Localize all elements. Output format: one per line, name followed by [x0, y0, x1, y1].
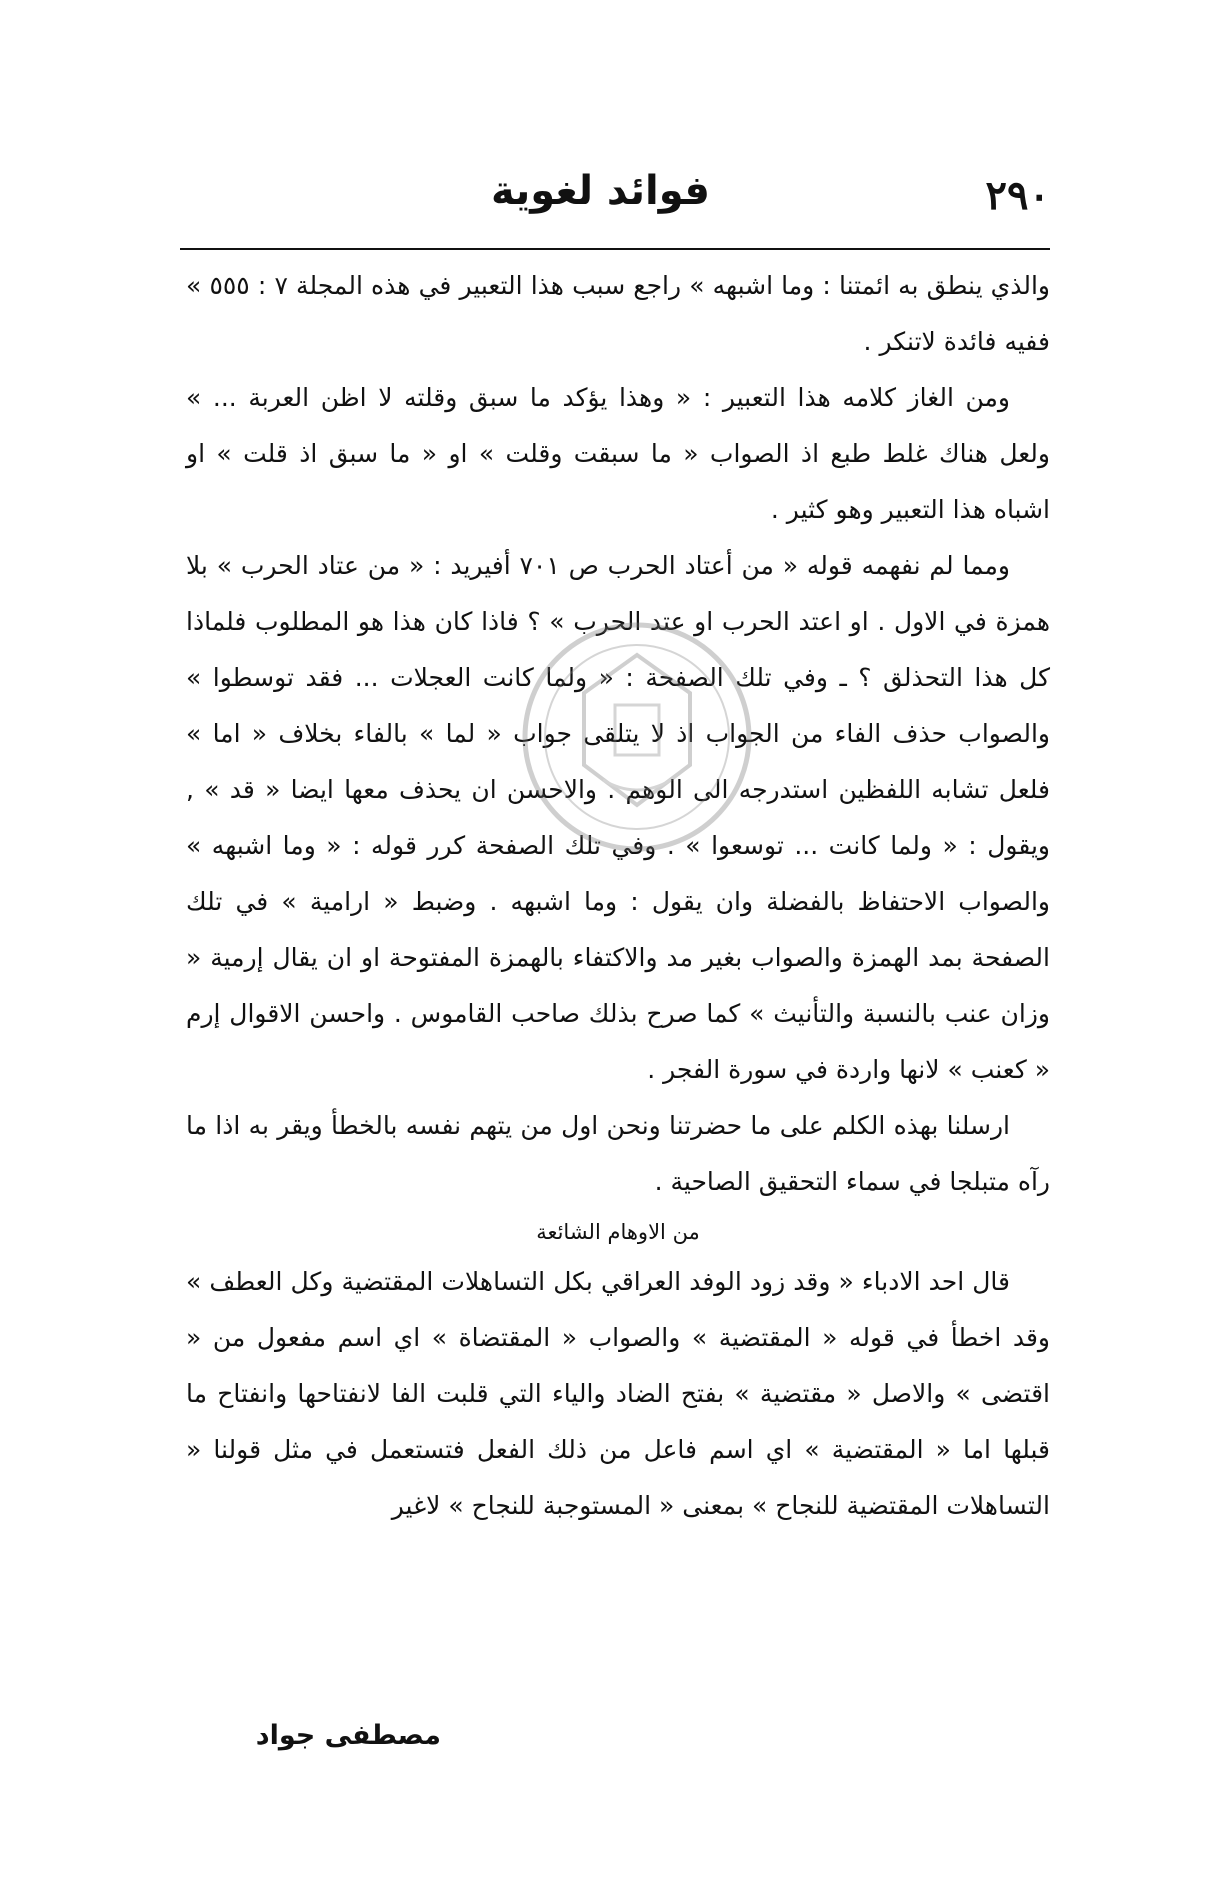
article-body [186, 258, 1050, 1534]
paragraph: ومن الغاز كلامه هذا التعبير : « وهذا يؤكد ما سبق وقلته لا اظن العربة ... » ولعل هناك غلط طبع اذ الصواب « ما سبقت وقلت » او « ما سبق اذ قلت » او اشباه هذا التعبير وهو كثير . [186, 383, 1050, 524]
section-heading: من الاوهام الشائعة [536, 1220, 700, 1244]
header-rule [180, 248, 1050, 250]
paragraph: والذي ينطق به ائمتنا : وما اشبهه » راجع سبب هذا التعبير في هذه المجلة ٧ : ٥٥٥ » ففيه فائدة لاتنكر . [186, 271, 1050, 356]
page-number: ٢٩٠ [985, 172, 1050, 219]
running-title: فوائد لغوية [491, 168, 710, 214]
running-head [180, 168, 1050, 248]
section-paragraph: قال احد الادباء « وقد زود الوفد العراقي بكل التساهلات المقتضية وكل العطف » وقد اخطأ في قوله « المقتضية » والصواب « المقتضاة » اي اسم مفعول من « اقتضى » والاصل « مقتضية » بفتح الضاد والياء التي قلبت الفا لانفتاحها وانفتاح ما قبلها اما « المقتضية » اي اسم فاعل من ذلك الفعل فتستعمل في مثل قولنا « التساهلات المقتضية للنجاح » بمعنى « المستوجبة للنجاح » لاغير [186, 1267, 1050, 1520]
author-signature: مصطفى جواد [255, 1720, 441, 1751]
paragraph: ارسلنا بهذه الكلم على ما حضرتنا ونحن اول من يتهم نفسه بالخطأ ويقر به اذا ما رآه متبلجا في سماء التحقيق الصاحية . [186, 1111, 1050, 1196]
paragraph: ومما لم نفهمه قوله « من أعتاد الحرب ص ٧٠١ أفيريد : « من عتاد الحرب » بلا همزة في الاول . او اعتد الحرب او عتد الحرب » ؟ فاذا كان هذا هو المطلوب فلماذا كل هذا التحذلق ؟ ـ وفي تلك الصفحة : « ولما كانت العجلات ... فقد توسطوا » والصواب حذف الفاء من الجواب اذ لا يتلقى جواب « لما » بالفاء بخلاف « اما » فلعل تشابه اللفظين استدرجه الى الوهم . والاحسن ان يحذف معها ايضا « قد » , ويقول : « ولما كانت ... توسعوا » . وفي تلك الصفحة كرر قوله : « وما اشبهه » والصواب الاحتفاظ بالفضلة وان يقول : وما اشبهه . وضبط « ارامية » في تلك الصفحة بمد الهمزة والصواب بغير مد والاكتفاء بالهمزة المفتوحة او ان يقال إرمية « وزان عنب بالنسبة والتأنيث » كما صرح بذلك صاحب القاموس . واحسن الاقوال إرم « كعنب » لانها واردة في سورة الفجر . [186, 551, 1050, 1084]
